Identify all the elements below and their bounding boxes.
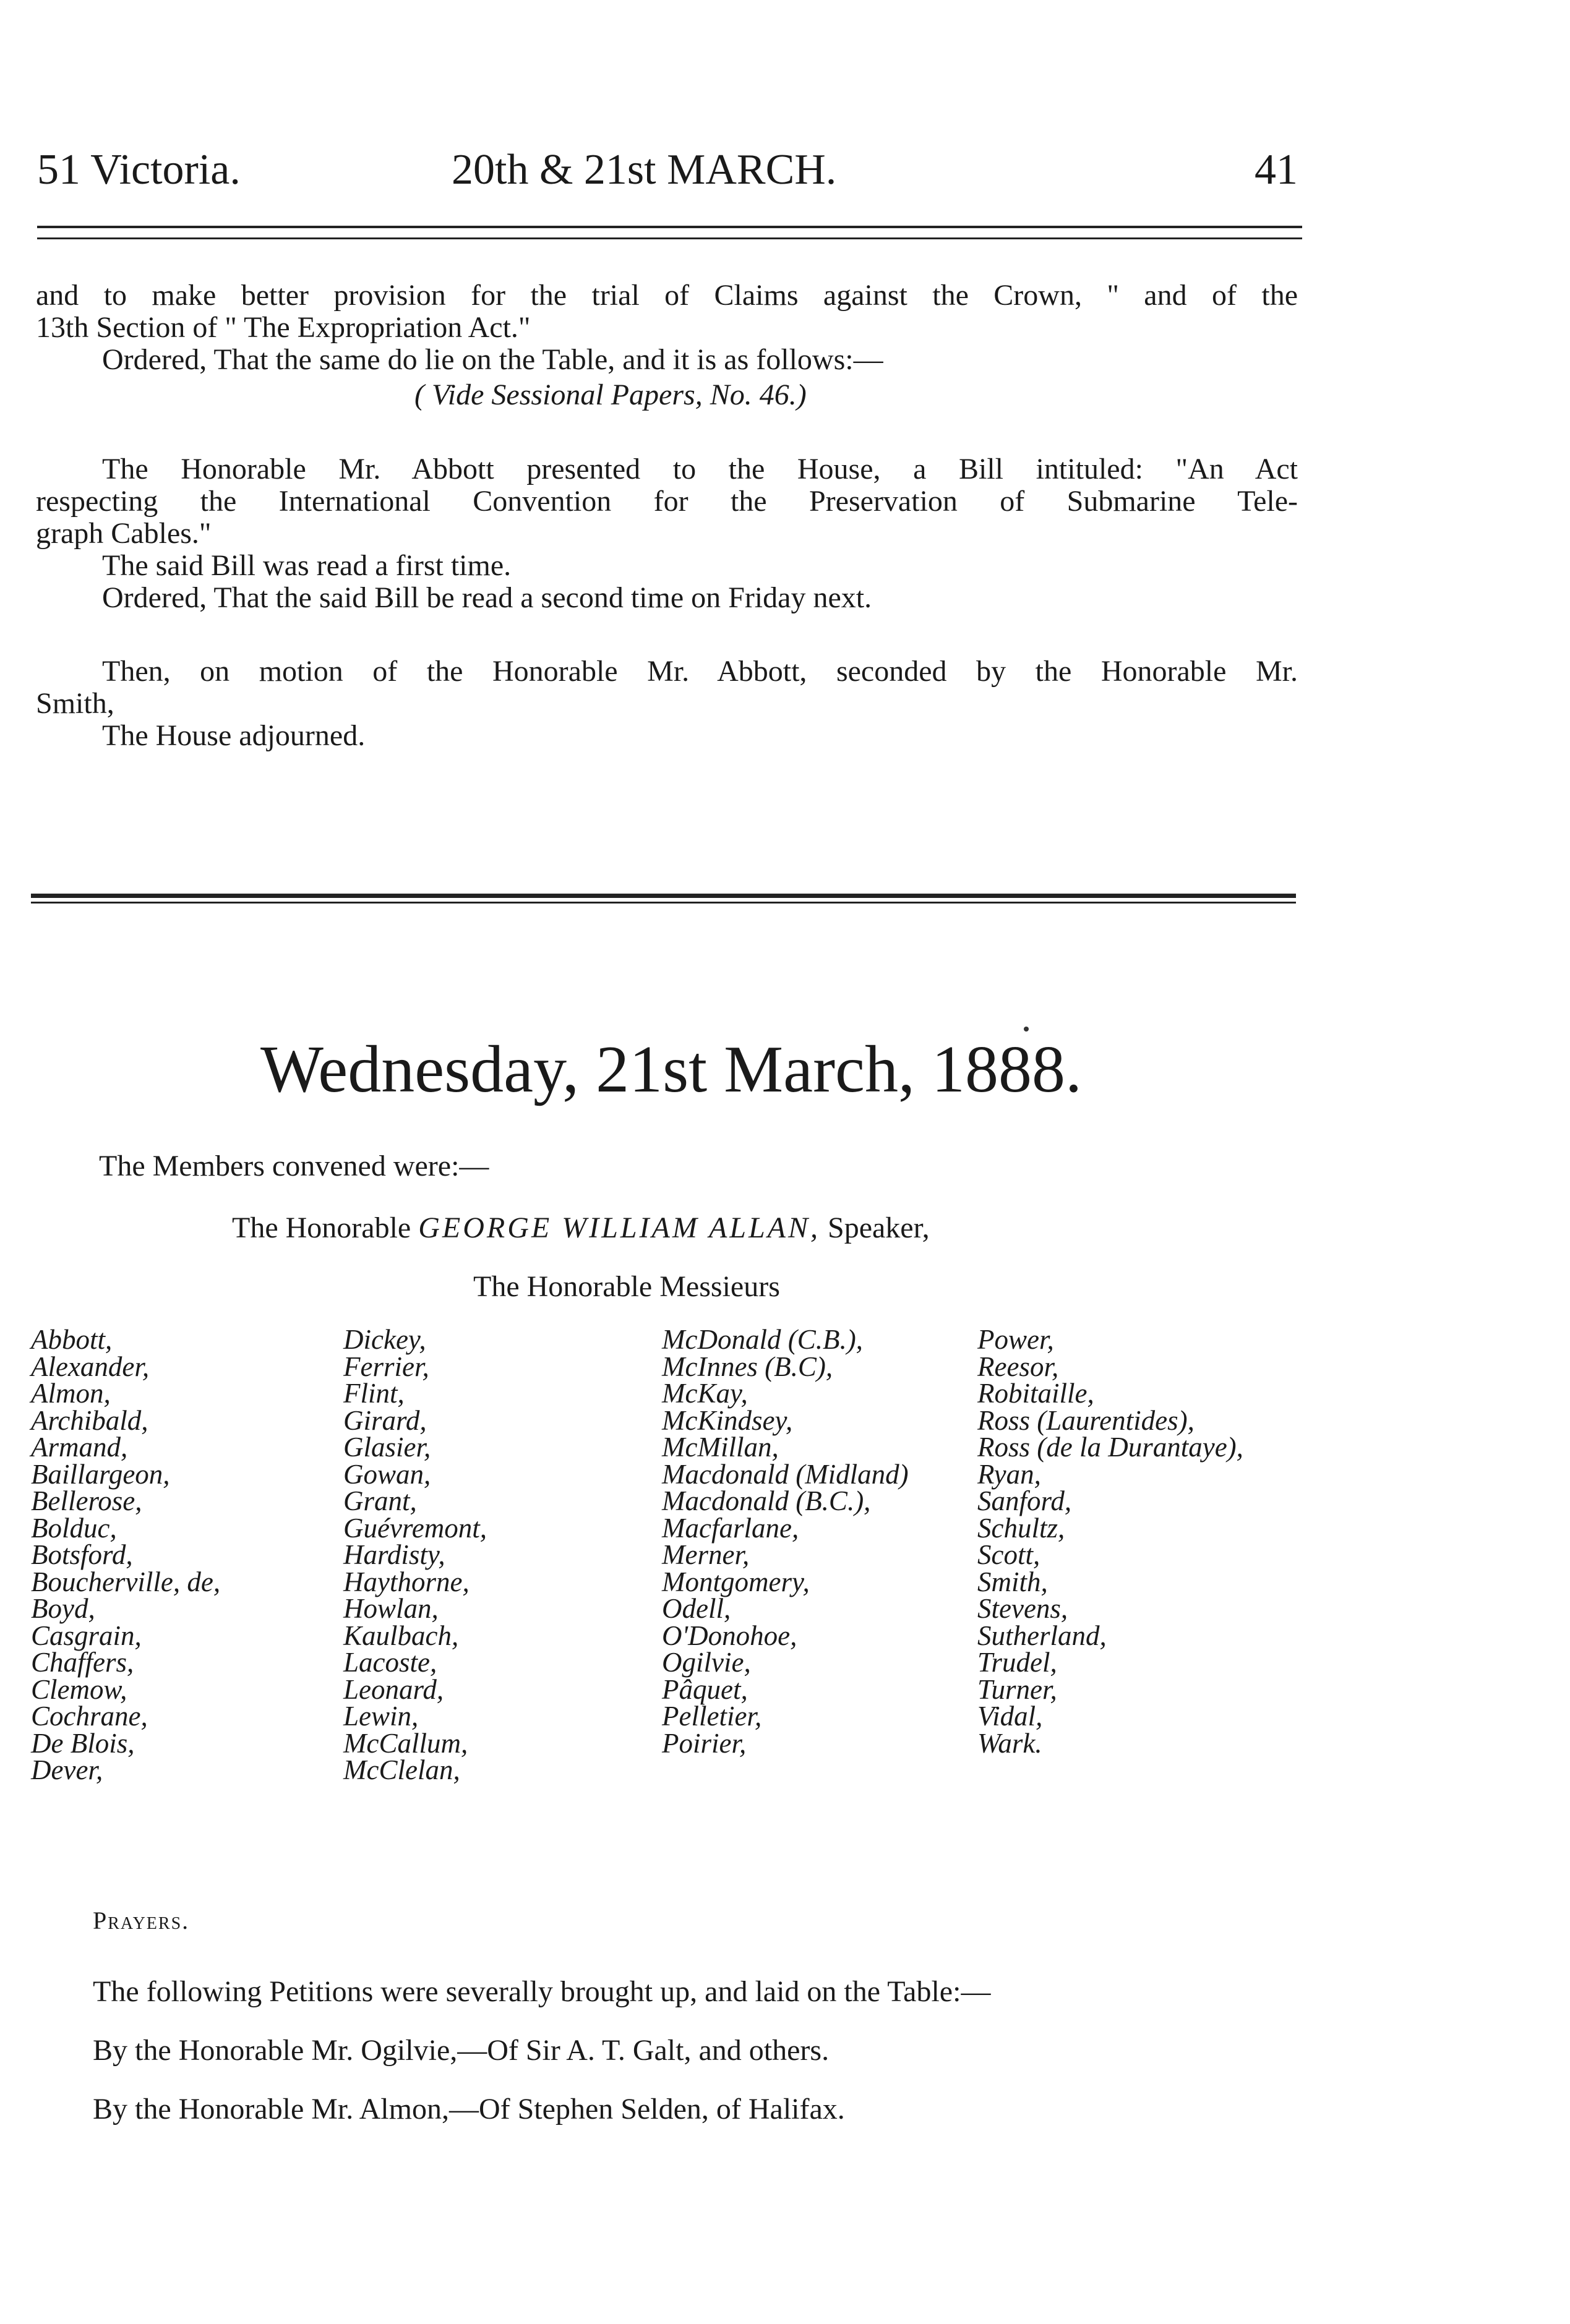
member-name: Poirier, bbox=[662, 1727, 747, 1759]
member-name: Ferrier, bbox=[343, 1351, 429, 1382]
member-name: Kaulbach, bbox=[343, 1620, 459, 1651]
member-name: Stevens, bbox=[977, 1593, 1068, 1624]
header-center: 20th & 21st MARCH. bbox=[452, 146, 837, 194]
member-name: Bellerose, bbox=[31, 1485, 142, 1516]
text-line: and to make better provision for the trial of Claims against the Crown, " and of the bbox=[36, 279, 1298, 312]
member-name: McKindsey, bbox=[662, 1404, 793, 1436]
member-name: Lacoste, bbox=[343, 1647, 437, 1678]
text-line: Ordered, That the said Bill be read a second time on Friday next. bbox=[102, 581, 872, 614]
member-name: Odell, bbox=[662, 1593, 731, 1624]
member-name: Almon, bbox=[31, 1378, 111, 1409]
text-line: graph Cables." bbox=[36, 517, 212, 550]
member-name: McCallum, bbox=[343, 1727, 468, 1759]
section-divider bbox=[31, 894, 1296, 904]
petition-entry: By the Honorable Mr. Ogilvie,—Of Sir A. T. Galt, and others. bbox=[93, 2034, 830, 2067]
header-rule bbox=[37, 226, 1302, 239]
vide-reference: ( Vide Sessional Papers, No. 46.) bbox=[414, 378, 807, 411]
speaker-line bbox=[232, 1212, 930, 1244]
member-name: De Blois, bbox=[31, 1727, 135, 1759]
member-name: Ross (Laurentides), bbox=[977, 1404, 1195, 1436]
member-name: Macdonald (B.C.), bbox=[662, 1485, 871, 1516]
petitions-intro: The following Petitions were severally brought up, and laid on the Table:— bbox=[93, 1975, 991, 2008]
petition-entry: By the Honorable Mr. Almon,—Of Stephen Selden, of Halifax. bbox=[93, 2093, 845, 2125]
member-name: Grant, bbox=[343, 1485, 417, 1516]
member-name: Boucherville, de, bbox=[31, 1566, 221, 1597]
member-name: Casgrain, bbox=[31, 1620, 142, 1651]
text-line: The Honorable Mr. Abbott presented to the House, a Bill intituled: "An Act bbox=[102, 453, 1298, 485]
text-line: respecting the International Convention for the Preservation of Submarine Tele- bbox=[36, 485, 1298, 518]
member-name: Armand, bbox=[31, 1432, 128, 1463]
member-name: Macdonald (Midland) bbox=[662, 1458, 909, 1490]
member-name: Guévremont, bbox=[343, 1512, 487, 1544]
member-name: Archibald, bbox=[31, 1404, 148, 1436]
member-name: Chaffers, bbox=[31, 1647, 134, 1678]
member-name: Power, bbox=[977, 1324, 1054, 1355]
member-name: McClelan, bbox=[343, 1754, 460, 1785]
member-name: Dickey, bbox=[343, 1324, 426, 1355]
member-name: O'Donohoe, bbox=[662, 1620, 797, 1651]
text-line: The House adjourned. bbox=[102, 719, 366, 752]
member-name: Leonard, bbox=[343, 1673, 444, 1705]
member-name: Vidal, bbox=[977, 1701, 1043, 1732]
members-column-4 bbox=[977, 1326, 1243, 1757]
prayers-heading: Prayers. bbox=[93, 1907, 190, 1934]
member-name: Bolduc, bbox=[31, 1512, 117, 1544]
member-name: Robitaille, bbox=[977, 1378, 1094, 1409]
member-name: Botsford, bbox=[31, 1539, 133, 1570]
member-name: Hardisty, bbox=[343, 1539, 445, 1570]
text-line: Ordered, That the same do lie on the Table, and it is as follows:— bbox=[102, 343, 883, 376]
member-name: Ross (de la Durantaye), bbox=[977, 1432, 1243, 1463]
speaker-prefix: The Honorable bbox=[232, 1211, 411, 1244]
member-name: Ryan, bbox=[977, 1458, 1041, 1490]
members-column-1 bbox=[31, 1326, 220, 1784]
members-column-2 bbox=[343, 1326, 487, 1784]
member-name: Baillargeon, bbox=[31, 1458, 170, 1490]
member-name: Pelletier, bbox=[662, 1701, 762, 1732]
member-name: Howlan, bbox=[343, 1593, 439, 1624]
member-name: Scott, bbox=[977, 1539, 1040, 1570]
member-name: Sutherland, bbox=[977, 1620, 1107, 1651]
member-name: Ogilvie, bbox=[662, 1647, 751, 1678]
header-left: 51 Victoria. bbox=[37, 146, 241, 194]
member-name: Abbott, bbox=[31, 1324, 113, 1355]
members-convened: The Members convened were:— bbox=[99, 1150, 489, 1182]
sitting-title: Wednesday, 21st March, 1888. bbox=[260, 1033, 1082, 1106]
member-name: McMillan, bbox=[662, 1432, 779, 1463]
member-name: Montgomery, bbox=[662, 1566, 810, 1597]
member-name: Pâquet, bbox=[662, 1673, 748, 1705]
member-name: Haythorne, bbox=[343, 1566, 470, 1597]
member-name: Clemow, bbox=[31, 1673, 127, 1705]
member-name: Girard, bbox=[343, 1404, 427, 1436]
speaker-name: GEORGE WILLIAM ALLAN, bbox=[418, 1211, 820, 1244]
text-line: 13th Section of " The Expropriation Act." bbox=[36, 311, 531, 344]
member-name: Glasier, bbox=[343, 1432, 431, 1463]
member-name: McKay, bbox=[662, 1378, 748, 1409]
member-name: McInnes (B.C), bbox=[662, 1351, 833, 1382]
members-column-3 bbox=[662, 1326, 909, 1757]
text-line: Smith, bbox=[36, 687, 114, 720]
member-name: Merner, bbox=[662, 1539, 750, 1570]
running-head bbox=[37, 145, 1298, 201]
member-name: Schultz, bbox=[977, 1512, 1065, 1544]
messieurs-heading: The Honorable Messieurs bbox=[473, 1270, 780, 1303]
page-number: 41 bbox=[1255, 146, 1298, 194]
member-name: Flint, bbox=[343, 1378, 405, 1409]
member-name: Reesor, bbox=[977, 1351, 1059, 1382]
member-name: Cochrane, bbox=[31, 1701, 148, 1732]
member-name: Alexander, bbox=[31, 1351, 150, 1382]
text-line: The said Bill was read a first time. bbox=[102, 549, 512, 582]
text-line: Then, on motion of the Honorable Mr. Abbott, seconded by the Honorable Mr. bbox=[102, 655, 1298, 688]
member-name: Trudel, bbox=[977, 1647, 1057, 1678]
member-name: Gowan, bbox=[343, 1458, 431, 1490]
speaker-suffix: Speaker, bbox=[828, 1211, 930, 1244]
member-name: Wark. bbox=[977, 1727, 1042, 1759]
member-name: Boyd, bbox=[31, 1593, 95, 1624]
member-name: Macfarlane, bbox=[662, 1512, 799, 1544]
member-name: Lewin, bbox=[343, 1701, 419, 1732]
member-name: Smith, bbox=[977, 1566, 1048, 1597]
member-name: Turner, bbox=[977, 1673, 1057, 1705]
member-name: Dever, bbox=[31, 1754, 103, 1785]
member-name: McDonald (C.B.), bbox=[662, 1324, 863, 1355]
member-name: Sanford, bbox=[977, 1485, 1072, 1516]
